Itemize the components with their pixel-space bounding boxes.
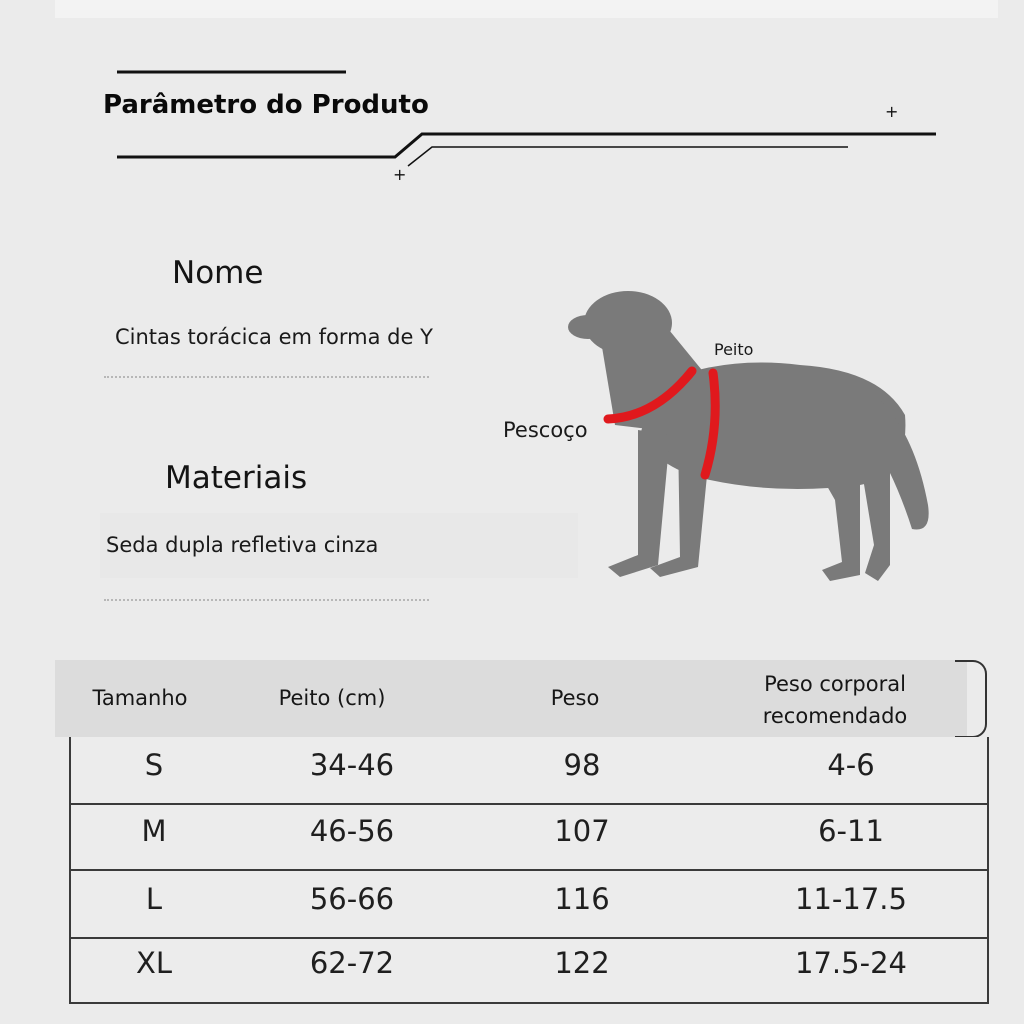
cell-recommended: 11-17.5: [795, 882, 907, 916]
deco-line-thin: [408, 147, 848, 166]
cell-weight: 116: [554, 882, 610, 916]
table-row: [71, 871, 987, 939]
header-recommended-line2: recomendado: [762, 704, 908, 728]
deco-line-main: [117, 134, 936, 157]
cell-weight: 122: [554, 946, 610, 980]
header-recommended-line1: Peso corporal: [764, 672, 906, 696]
table-row: [71, 935, 987, 1001]
chest-annotation: Peito: [714, 340, 754, 359]
cell-size: L: [145, 882, 163, 916]
cell-chest: 56-66: [309, 882, 395, 916]
cell-weight: 107: [554, 814, 610, 848]
cell-size: XL: [135, 946, 173, 980]
header-weight: Peso: [550, 686, 600, 710]
cell-recommended: 17.5-24: [795, 946, 907, 980]
cell-chest: 46-56: [309, 814, 395, 848]
header-chest: Peito (cm): [278, 686, 386, 710]
page-title: Parâmetro do Produto: [103, 90, 429, 120]
plus-icon: +: [393, 165, 407, 184]
table-row: [71, 737, 987, 805]
neck-annotation: Pescoço: [503, 418, 588, 442]
header-recommended-weight: [715, 668, 955, 732]
table-row: [71, 803, 987, 871]
materials-value: Seda dupla refletiva cinza: [106, 533, 379, 557]
cell-weight: 98: [563, 748, 601, 782]
cell-chest: 34-46: [309, 748, 395, 782]
size-table: [69, 737, 989, 1004]
dog-harness-diagram: [560, 285, 940, 585]
name-value: Cintas torácica em forma de Y: [115, 325, 433, 349]
table-header-bracket: [955, 660, 987, 738]
materials-divider: [104, 599, 429, 601]
name-divider: [104, 376, 429, 378]
cell-recommended: 4-6: [827, 748, 875, 782]
cell-chest: 62-72: [309, 946, 395, 980]
cell-recommended: 6-11: [818, 814, 884, 848]
cell-size: S: [144, 748, 164, 782]
dog-silhouette: [568, 291, 929, 581]
cell-size: M: [141, 814, 167, 848]
materials-label: Materiais: [165, 460, 308, 496]
name-label: Nome: [172, 255, 264, 291]
plus-icon: +: [885, 102, 899, 121]
header-size: Tamanho: [92, 686, 188, 710]
